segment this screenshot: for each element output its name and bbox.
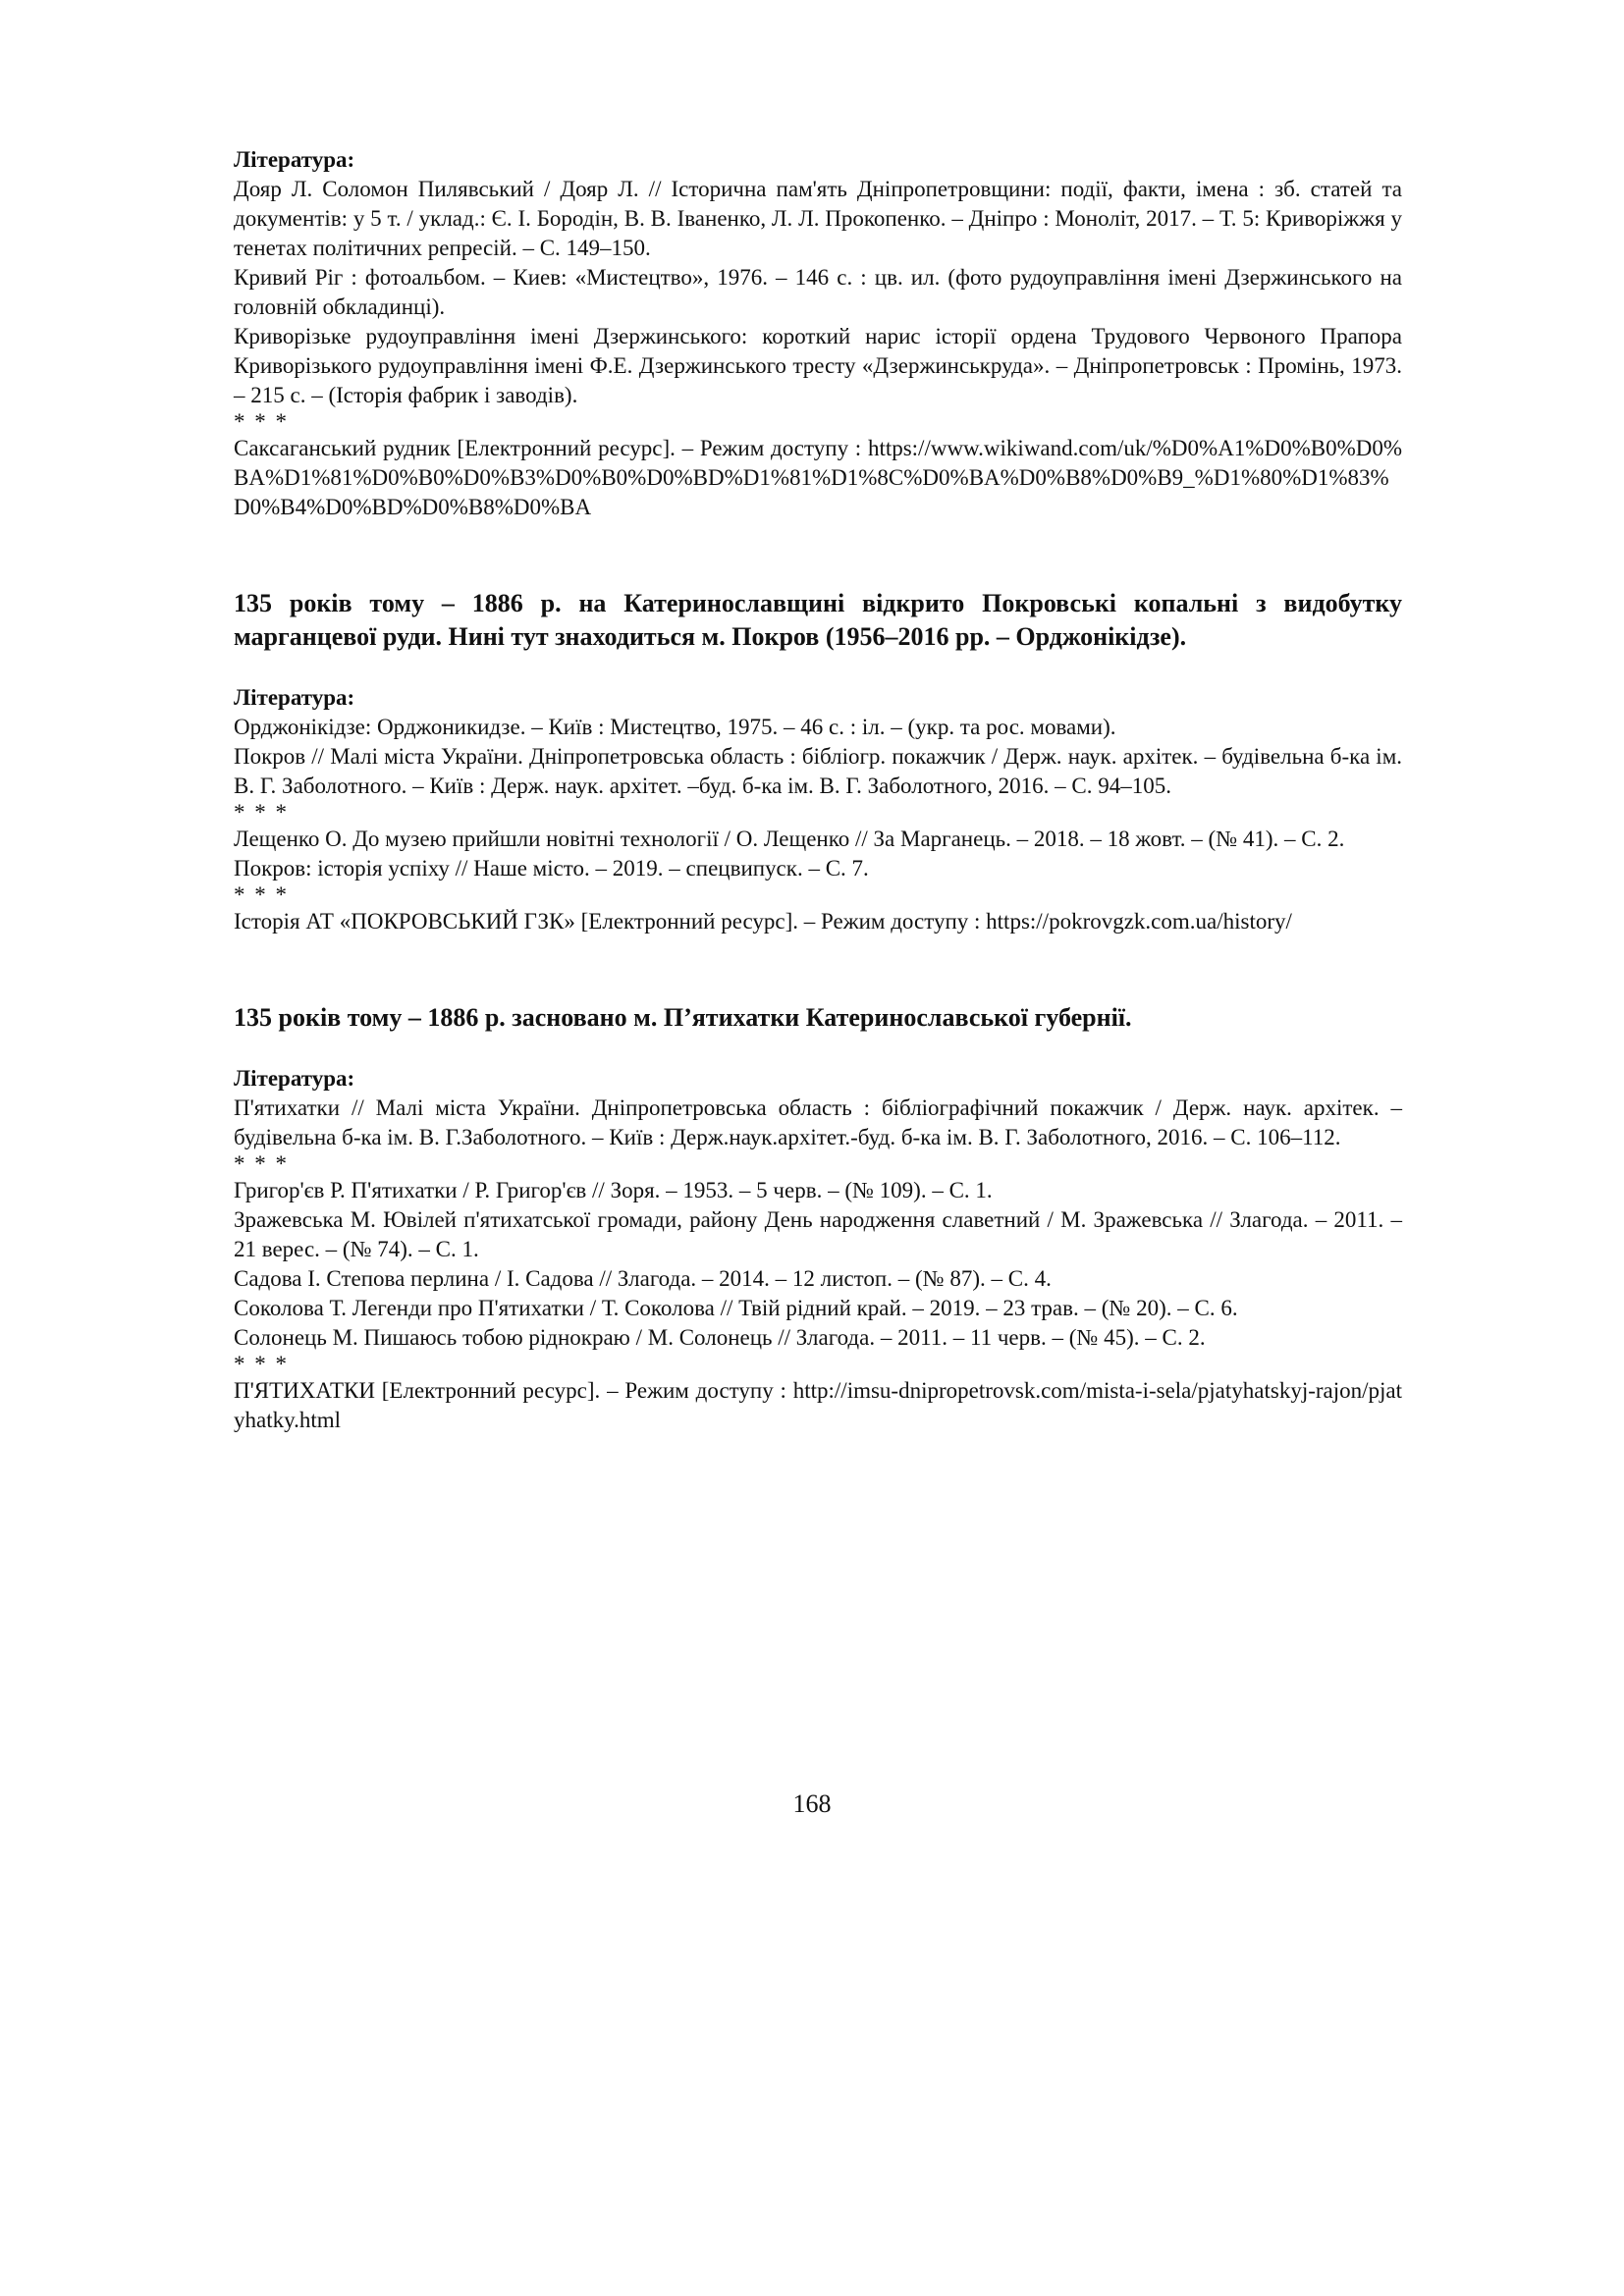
bibliography-entry: Григор'єв Р. П'ятихатки / Р. Григор'єв // Зоря. – 1953. – 5 черв. – (№ 109). – С. 1.	[234, 1178, 993, 1202]
bibliography-entry: Лещенко О. До музею прийшли новітні технології / О. Лещенко // За Марганець. – 2018. – 18 жовт. – (№ 41). – С. 2.	[234, 827, 1345, 851]
literature-heading: Література:	[234, 1066, 355, 1091]
bibliography-entry: Солонець М. Пишаюсь тобою ріднокраю / М. Солонець // Злагода. – 2011. – 11 черв. – (№ 45). – С. 2.	[234, 1325, 1206, 1350]
separator-asterisks: * * *	[234, 1151, 289, 1176]
bibliography-entry: Садова І. Степова перлина / І. Садова // Злагода. – 2014. – 12 листоп. – (№ 87). – С. 4.	[234, 1266, 1052, 1291]
section-title: 135 років тому – 1886 р. засновано м. П’ятихатки Катеринославської губернії.	[234, 1003, 1132, 1032]
bibliography-entry-web: Історія АТ «ПОКРОВСЬКИЙ ГЗК» [Електронний ресурс]. – Режим доступу : https://pokrovgzk.com.ua/history/	[234, 909, 1292, 934]
section-2	[234, 587, 1402, 936]
section-3	[234, 1001, 1402, 1435]
bibliography-entry: Орджонікідзе: Орджоникидзе. – Київ : Мистецтво, 1975. – 46 с. : іл. – (укр. та рос. мовами).	[234, 715, 1116, 739]
separator-asterisks: * * *	[234, 800, 289, 825]
separator-asterisks: * * *	[234, 409, 289, 434]
bibliography-entry: Покров: історія успіху // Наше місто. – 2019. – спецвипуск. – С. 7.	[234, 856, 869, 881]
bibliography-entry: Зражевська М. Ювілей п'ятихатської громади, району День народження славетний / М. Зражевська // Злагода. – 2011. – 21 верес. – (№ 74). – С. 1.	[234, 1207, 1402, 1261]
bibliography-entry-web: П'ЯТИХАТКИ [Електронний ресурс]. – Режим доступу : http://imsu-dnipropetrovsk.com/mista-i-sela/pjatyhatskyj-rajon/pjatyhatky.html	[234, 1378, 1402, 1432]
bibliography-entry: Покров // Малі міста України. Дніпропетровська область : бібліогр. покажчик / Держ. наук. архітек. – будівельна б-ка ім. В. Г. Заболотного. – Київ : Держ. наук. архітет. –буд. б-ка ім. В. Г. Заболотного, 2016. – С. 94–105.	[234, 744, 1402, 798]
literature-heading: Література:	[234, 147, 355, 172]
document-page	[234, 145, 1402, 1435]
separator-asterisks: * * *	[234, 882, 289, 907]
bibliography-entry-web: Саксаганський рудник [Електронний ресурс]. – Режим доступу : https://www.wikiwand.com/uk/%D0%A1%D0%B0%D0%BA%D1%81%D0%B0%D0%B3%D0%B0%D0%BD%D1%81%D1%8C%D0%BA%D0%B8%D0%B9_%D1%80%D1%83%D0%B4%D0%BD%D0%B8%D0%BA	[234, 436, 1402, 519]
separator-asterisks: * * *	[234, 1352, 289, 1376]
bibliography-entry: Дояр Л. Соломон Пилявський / Дояр Л. // Історична пам'ять Дніпропетровщини: події, факти, імена : зб. статей та документів: у 5 т. / уклад.: Є. І. Бородін, В. В. Іваненко, Л. Л. Прокопенко. – Дніпро : Моноліт, 2017. – Т. 5: Криворіжжя у тенетах політичних репресій. – С. 149–150.	[234, 177, 1402, 260]
literature-heading: Література:	[234, 685, 355, 710]
bibliography-entry: Соколова Т. Легенди про П'ятихатки / Т. Соколова // Твій рідний край. – 2019. – 23 трав. – (№ 20). – С. 6.	[234, 1296, 1238, 1320]
bibliography-entry: Кривий Ріг : фотоальбом. – Киев: «Мистецтво», 1976. – 146 с. : цв. ил. (фото рудоуправління імені Дзержинського на головній обкладинці).	[234, 265, 1402, 319]
bibliography-entry: Криворізьке рудоуправління імені Дзержинського: короткий нарис історії ордена Трудового Червоного Прапора Криворізького рудоуправління імені Ф.Е. Дзержинського тресту «Дзержинськруда». – Дніпропетровськ : Промінь, 1973. – 215 с. – (Історія фабрик і заводів).	[234, 324, 1402, 407]
bibliography-entry: П'ятихатки // Малі міста України. Дніпропетровська область : бібліографічний покажчик / Держ. наук. архітек. –будівельна б-ка ім. В. Г.Заболотного. – Київ : Держ.наук.архітет.-буд. б-ка ім. В. Г. Заболотного, 2016. – С. 106–112.	[234, 1095, 1402, 1149]
section-title: 135 років тому – 1886 р. на Катеринославщині відкрито Покровські копальні з видобутку марганцевої руди. Нині тут знаходиться м. Покров (1956–2016 рр. – Орджонікідзе).	[234, 589, 1402, 651]
section-1	[234, 145, 1402, 522]
page-number: 168	[792, 1789, 832, 1818]
